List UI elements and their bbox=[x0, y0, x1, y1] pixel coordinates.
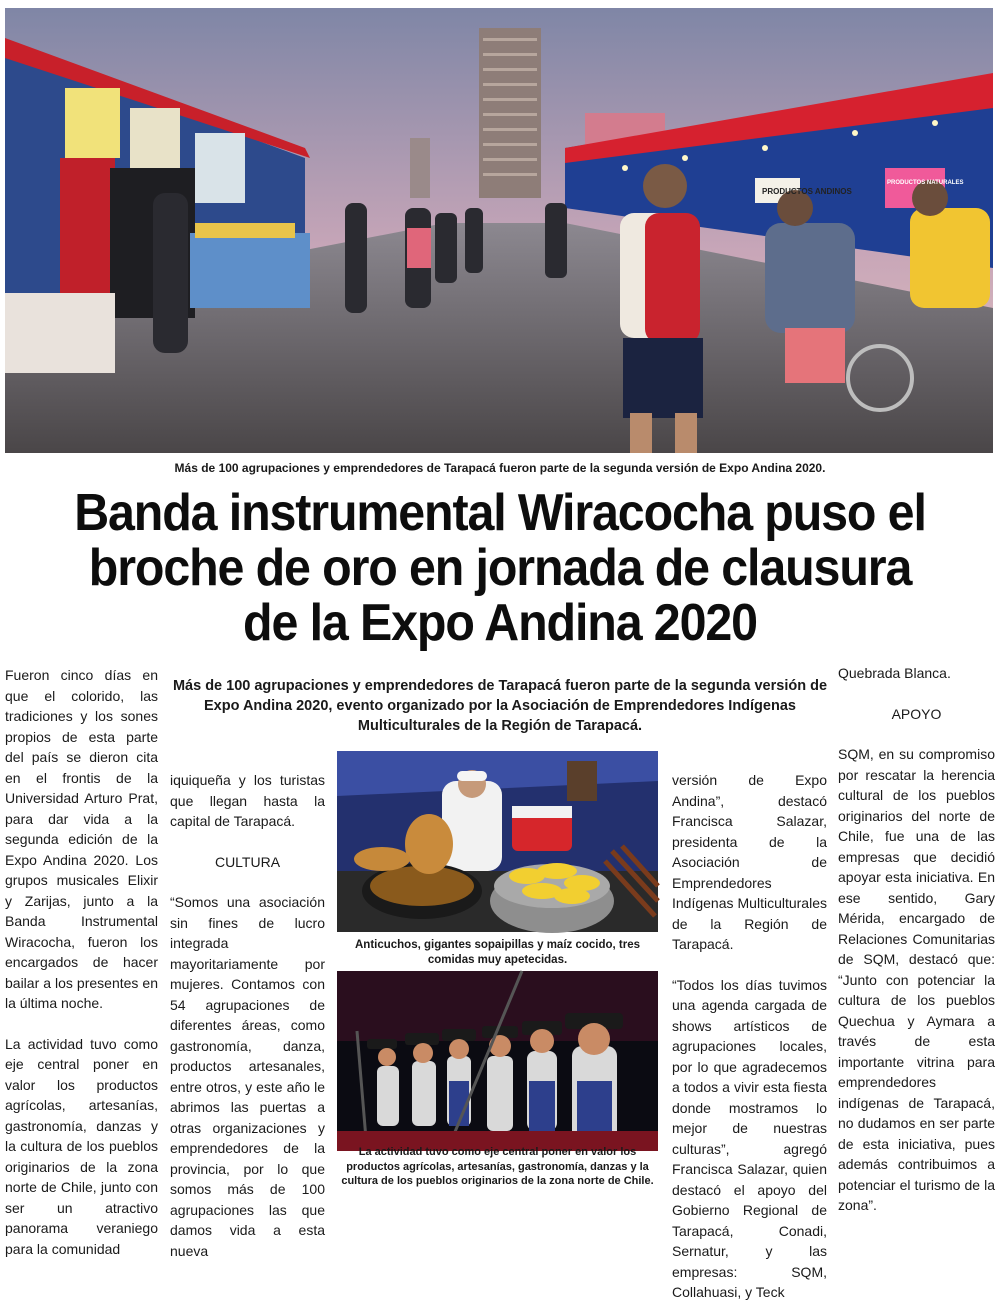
paragraph: Fueron cinco días en que el colorido, las tradiciones y los sones propios de esta parte del país se dieron cita en el frontis de la Universidad Arturo Prat, para dar vida a la segunda edición de la Expo Andina 2020. Los grupos musicales Elixir y Zarijas, junto a la Banda Instrumental Wiracocha, fueron los encargados de hacer bailar a los presentes en la última noche. bbox=[5, 667, 158, 1011]
section-subhead-apoyo: APOYO bbox=[891, 705, 942, 722]
paragraph: versión de Expo Andina”, destacó Francisca Salazar, presidenta de la Asociación de Emprendedores Indígenas Multiculturales de la Región de Tarapacá. bbox=[672, 772, 827, 952]
band-performance-illustration bbox=[337, 971, 658, 1151]
headline-line-2: broche de oro en jornada de clausura bbox=[88, 539, 912, 597]
band-photo bbox=[337, 971, 658, 1151]
food-caption: Anticuchos, gigantes sopaipillas y maíz cocido, tres comidas muy apetecidas. bbox=[354, 939, 641, 966]
lede: Más de 100 agrupaciones y emprendedores de Tarapacá fueron parte de la segunda versión de Expo Andina 2020, evento organizado por la Asociación de Emprendedores Indígenas Multiculturales de la Región de Tarapacá. bbox=[172, 678, 828, 734]
paragraph: La actividad tuvo como eje central poner en valor los productos agrícolas, artesanías, gastronomía, danzas y la cultura de los pueblos originarios de la zona norte de Chile, junto con ser un atractivo panorama veraniego para la comunidad bbox=[5, 1035, 158, 1257]
paragraph: iquiqueña y los turistas que llegan hasta la capital de Tarapacá. bbox=[170, 772, 325, 829]
column-3 bbox=[672, 770, 827, 1303]
food-photo bbox=[337, 751, 658, 932]
section-subhead-cultura: CULTURA bbox=[214, 853, 281, 870]
paragraph: Quebrada Blanca. bbox=[838, 665, 951, 681]
hero-photo bbox=[5, 8, 993, 453]
headline-line-3: de la Expo Andina 2020 bbox=[243, 594, 757, 652]
headline bbox=[54, 486, 947, 651]
paragraph: SQM, en su compromiso por rescatar la herencia cultural de los pueblos originarios del norte de Chile, fue una de las empresas que decidió apoyar esta iniciativa. En ese sentido, Gary Mérida, encargado de Relaciones Comunitarias de SQM, destacó que: “Junto con potenciar la cultura de los pueblos Quechua y Aymara a través de esta importante vitrina para emprendedores indígenas de Tarapacá, no dudamos en ser parte de esta iniciativa, pues además contribuimos a potenciar el turismo de la zona”. bbox=[838, 746, 995, 1213]
headline-line-1: Banda instrumental Wiracocha puso el bbox=[74, 484, 926, 542]
hero-sign-right: PRODUCTOS NATURALES bbox=[887, 180, 964, 186]
band-caption: La actividad tuvo como eje central poner en valor los productos agrícolas, artesanías, gastronomía, danzas y la cultura de los pueblos originarios de la zona norte de Chile. bbox=[341, 1146, 654, 1187]
food-stall-illustration bbox=[337, 751, 658, 932]
paragraph: “Somos una asociación sin fines de lucro integrada mayoritariamente por mujeres. Contamos con 54 agrupaciones de diferentes áreas, como gastronomía, danza, productos artesanales, entre otros, y este año le abrimos las puertas a otras organizaciones y emprendedores de la provincia, por lo que somos más de 100 agrupaciones las que damos vida a esta nueva bbox=[170, 894, 325, 1259]
hero-caption: Más de 100 agrupaciones y emprendedores de Tarapacá fueron parte de la segunda versión de Expo Andina 2020. bbox=[174, 461, 826, 475]
fair-street-illustration bbox=[5, 8, 993, 453]
hero-sign-left: PRODUCTOS ANDINOS bbox=[762, 187, 852, 196]
column-2 bbox=[170, 770, 325, 1261]
column-1 bbox=[5, 665, 158, 1259]
column-4 bbox=[838, 663, 995, 1216]
paragraph: “Todos los días tuvimos una agenda cargada de shows artísticos de agrupaciones locales, por lo que agradecemos a todos a vivir esta fiesta donde mostramos lo mejor de nuestras culturas”, agregó Francisca Salazar, quien destacó el apoyo del Gobierno Regional de Tarapacá, Conadi, Sernatur, y las empresas: SQM, Collahuasi, y Teck bbox=[672, 976, 827, 1300]
